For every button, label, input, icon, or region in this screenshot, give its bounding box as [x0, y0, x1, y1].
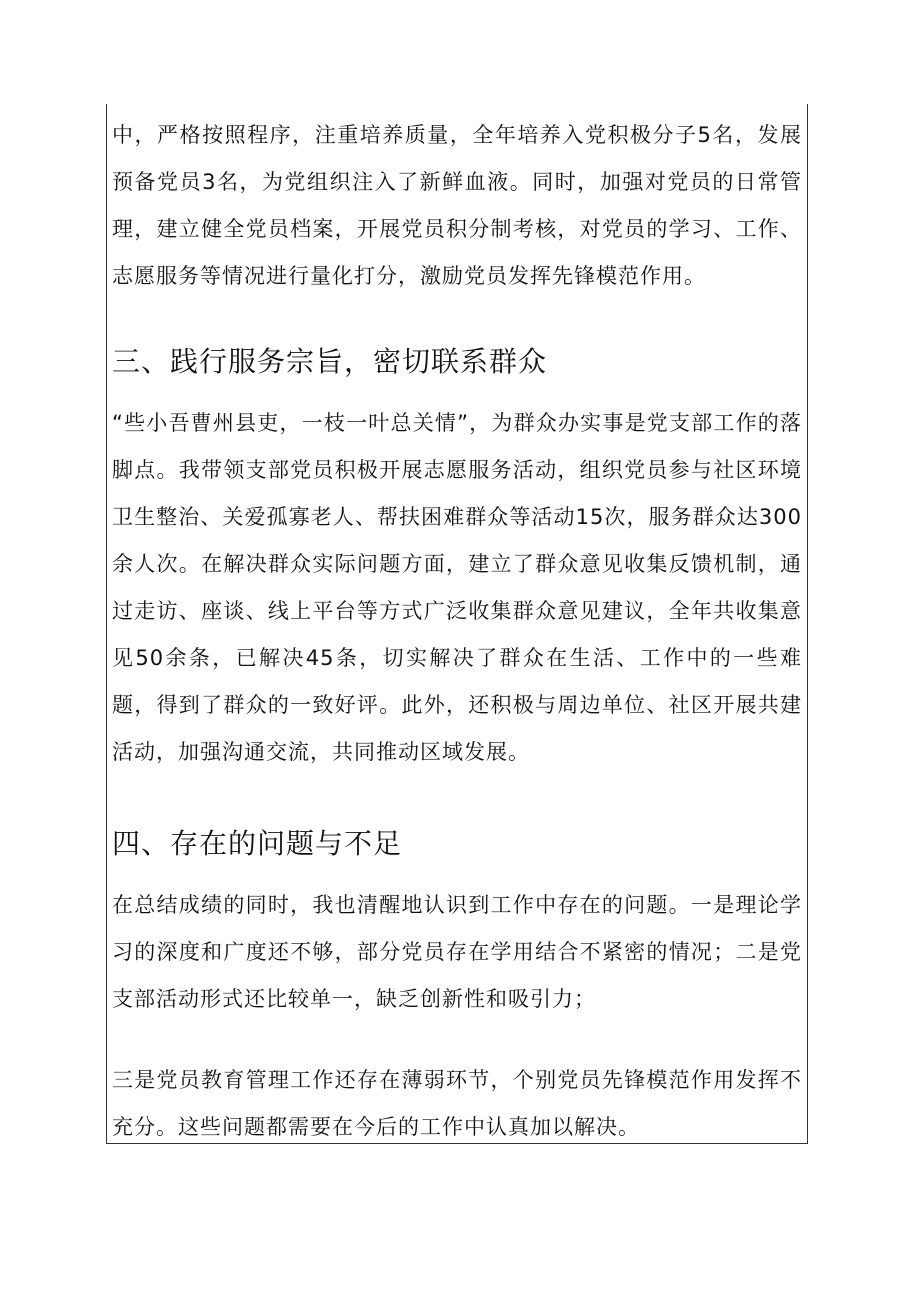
paragraph-serve-masses: “些小吾曹州县吏，一枝一叶总关情”，为群众办实事是党支部工作的落脚点。我带领支部党员积极开展志愿服务活动，组织党员参与社区环境卫生整治、关爱孤寡老人、帮扶困难群众等活动15次，服务群众达300余人次。在解决群众实际问题方面，建立了群众意见收集反馈机制，通过走访、座谈、线上平台等方式广泛收集群众意见建议，全年共收集意见50余条，已解决45条，切实解决了群众在生活、工作中的一些难题，得到了群众的一致好评。此外，还积极与周边单位、社区开展共建活动，加强沟通交流，共同推动区域发展。 [112, 411, 802, 764]
section-heading-three: 三、践行服务宗旨，密切联系群众 [112, 345, 548, 378]
paragraph-problems-continued: 三是党员教育管理工作还存在薄弱环节，个别党员先锋模范作用发挥不充分。这些问题都需要在今后的工作中认真加以解决。 [112, 1068, 802, 1139]
paragraph-problems: 在总结成绩的同时，我也清醒地认识到工作中存在的问题。一是理论学习的深度和广度还不够，部分党员存在学用结合不紧密的情况；二是党支部活动形式还比较单一，缺乏创新性和吸引力； [112, 893, 802, 1011]
section-heading-four: 四、存在的问题与不足 [112, 827, 403, 860]
paragraph-party-development: 中，严格按照程序，注重培养质量，全年培养入党积极分子5名，发展预备党员3名，为党组织注入了新鲜血液。同时，加强对党员的日常管理，建立健全党员档案，开展党员积分制考核，对党员的学习、工作、志愿服务等情况进行量化打分，激励党员发挥先锋模范作用。 [112, 123, 802, 288]
